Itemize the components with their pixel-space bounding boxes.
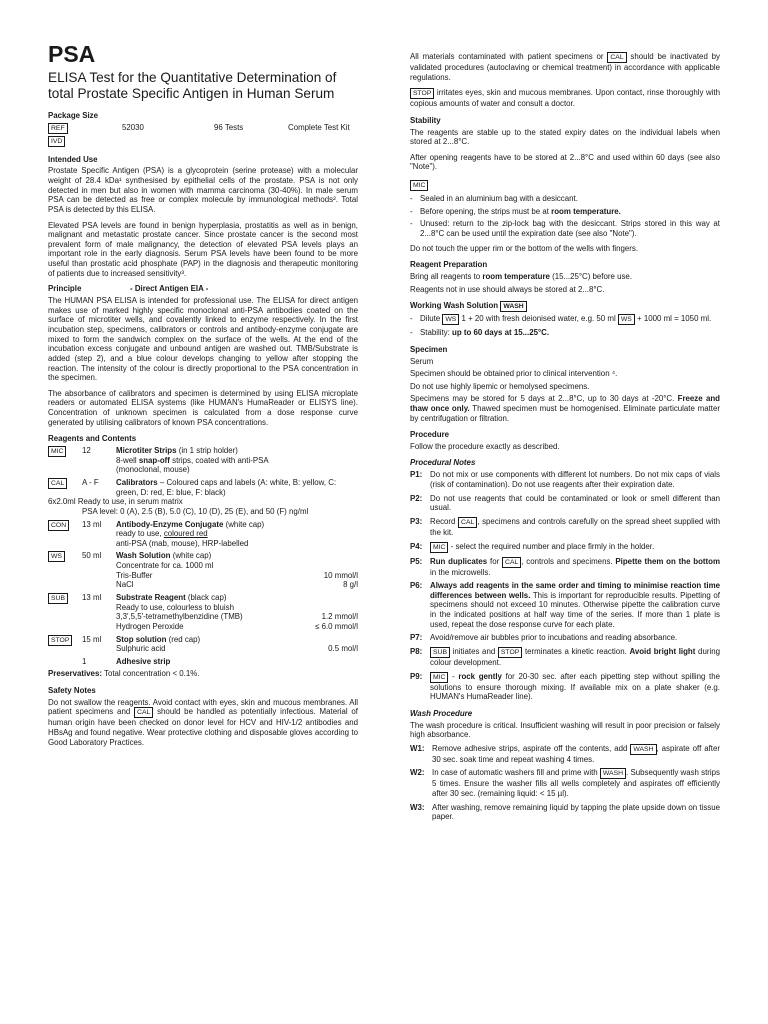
stability-heading: Stability — [410, 115, 441, 125]
specimen-heading: Specimen — [410, 344, 448, 354]
list-item: - Before opening, the strips must be at room temperature. — [410, 206, 621, 216]
principle-p2: The absorbance of calibrators and specimen is determined by using ELISA microplate readers or automated ELISA systems (like HUMAN's HumaReader or ELISYS line). Concentration of unknown specimen is calculated from a dose response curve generated by utilising calibrators of known PSA concentrations. — [48, 388, 358, 427]
doc-subtitle: ELISA Test for the Quantitative Determination of total Prostate Specific Antigen in Human Serum — [48, 70, 337, 102]
safety-p1: Do not swallow the reagents. Avoid contact with eyes, skin and mucous membranes. All patient specimens and CAL should be handled as potentially infectious. Material of human origin have been checked on donor level for HCV and HIV-1/2 antibodies and HBsAg and found negative. Wear protective clothing and disposable gloves according to Good Laboratory Practices. — [48, 697, 359, 747]
procedural-notes-heading: Procedural Notes — [410, 457, 476, 467]
con-symbol: CON — [48, 520, 69, 531]
reagent-cal-2: 6x2.0ml Ready to use, in serum matrix PSA level: 0 (A), 2.5 (B), 5.0 (C), 10 (D), 25 (E), and 50 (F) ng/ml — [48, 497, 309, 516]
stability-p2: After opening reagents have to be stored at 2...8°C and used within 60 days (see also "Note"). — [410, 152, 720, 172]
ref-symbol: REF — [48, 123, 68, 134]
stop-warning-p: STOP irritates eyes, skin and mucous membranes. Upon contact, rinse thoroughly with copious amounts of water and consult a doctor. — [410, 88, 720, 109]
note-p5: P5: Run duplicates for CAL , controls and specimens. Pipette them on the bottom in the microwells. — [410, 556, 721, 577]
mic-notes-list — [410, 194, 720, 239]
specimen-p1: Specimen should be obtained prior to clinical intervention ⁴. — [410, 369, 618, 379]
procedure-p: Follow the procedure exactly as described. — [410, 442, 560, 452]
doc-title: PSA — [48, 41, 96, 67]
reagent-stop: STOP 15 ml Stop solution (red cap) Sulphuric acid 0.5 mol/l — [48, 635, 358, 654]
list-item: - Sealed in an aluminium bag with a desiccant. — [410, 194, 578, 204]
specimen-p0: Serum — [410, 356, 434, 366]
note-p7: P7: Avoid/remove air bubbles prior to incubations and reading absorbance. — [410, 633, 678, 643]
wash-procedure-p: The wash procedure is critical. Insufficient washing will result in poor precision or falsely high absorbance. — [410, 720, 720, 740]
note-p3: P3: Record CAL , specimens and controls carefully on the spread sheet supplied with the kit. — [410, 516, 720, 537]
intended-use-p1: Prostate Specific Antigen (PSA) is a glycoprotein (serine protease) with a molecular weight of 28.4 kDa¹ synthesised by epithelial cells of the prostate. PSA is not only detected in men but also in women with mamma carcinoma (30-40%). In male serum PSA can be detected as free or complex molecule by immunological methods². Total PSA is detected by this ELISA. — [48, 166, 358, 214]
specimen-p2: Do not use highly lipemic or hemolysed specimens. — [410, 381, 590, 391]
note-p1: P1: Do not mix or use components with different lot numbers. Do not mix caps of vials (risk of contamination). Do not use reagents after their expiration date. — [410, 470, 720, 489]
cal-symbol: CAL — [48, 478, 67, 489]
sub-symbol: SUB — [48, 593, 68, 604]
list-item: - Dilute WS 1 + 20 with fresh deionised water, e.g. 50 ml WS + 1000 ml = 1050 ml. — [410, 314, 712, 324]
safety-heading: Safety Notes — [48, 686, 96, 696]
reagent-mic: MIC 12 Microtiter Strips (in 1 strip holder) 8-well snap-off strips, coated with anti-PSA (monoclonal, mouse) — [48, 446, 358, 475]
intended-use-p2: Elevated PSA levels are found in benign hyperplasia, prostatitis as well as in benign, malignant and metastatic prostate cancer. Since prostate cancer is the second most prevalent form of male malignancy, the detection of elevated PSA levels plays an important role in the early diagnosis. Serum PSA levels have been found to be more useful than prostatic acid phosphate (PAP) in the diagnosis and therapeutic monitoring of patients due to increased sensitivity³. — [48, 220, 358, 278]
stability-p1: The reagents are stable up to the stated expiry dates on the individual labels when stored at 2...8°C. — [410, 127, 720, 147]
list-item: - Unused: return to the zip-lock bag with the desiccant. Strips stored in this way at 2...8°C can be used until the expiration date (see also "Note"). — [410, 219, 720, 239]
ws-symbol: WS — [48, 551, 65, 562]
note-p8: P8: SUB initiates and STOP terminates a kinetic reaction. Avoid bright light during colour development. — [410, 646, 720, 667]
left-column — [48, 42, 358, 753]
prep-p2: Reagents not in use should always be stored at 2...8°C. — [410, 284, 605, 294]
intended-use-heading: Intended Use — [48, 154, 98, 164]
note-p6: P6: Always add reagents in the same order and timing to minimise reaction time differences between wells. This is important for reproducible results. Pipetting of specimens should not exceed 10 minutes. Otherwise pipette the calibration curve in the indicated positions at half way time of the series. If more than 1 plate is used, repeat the dose response curve for each plate. — [410, 581, 720, 629]
reagent-sub: SUB 13 ml Substrate Reagent (black cap) Ready to use, colourless to bluish 3,3',5,5'-tetramethylbenzidine (TMB) 1.2 mmol/l Hydrogen Peroxide ≤ 6.0 mmol/l — [48, 593, 358, 632]
test-count: 96 Tests — [214, 122, 244, 132]
reagent-con: CON 13 ml Antibody-Enzyme Conjugate (white cap) ready to use, coloured red anti-PSA (mab, mouse), HRP-labelled — [48, 520, 358, 549]
wash-w3: W3: After washing, remove remaining liquid by tapping the plate upside down on tissue paper. — [410, 802, 720, 822]
wash-procedure-heading: Wash Procedure — [410, 708, 473, 718]
kit-type: Complete Test Kit — [288, 122, 350, 132]
list-item: - Stability: up to 60 days at 15...25°C. — [410, 328, 550, 338]
procedure-heading: Procedure — [410, 430, 450, 440]
wash-w2: W2: In case of automatic washers fill and prime with WASH . Subsequently wash strips 5 times. Ensure the washer fills all wells completely and aspirates off efficiently after 30 sec. (remaining liquid: < 15 µl). — [410, 768, 721, 799]
prep-heading: Reagent Preparation — [410, 260, 488, 270]
specimen-p3: Specimens may be stored for 5 days at 2...8°C, up to 30 days at -20°C. Freeze and thaw once only. Thawed specimen must be homogenised. Eliminate particulate matter by centrifugation or filtration. — [410, 394, 720, 423]
mic-notes-p: Do not touch the upper rim or the bottom of the wells with fingers. — [410, 243, 639, 253]
mic-symbol: MIC — [48, 446, 66, 457]
package-heading: Package Size — [48, 111, 99, 121]
right-column — [410, 52, 720, 826]
reagents-heading: Reagents and Contents — [48, 434, 137, 444]
principle-p1: The HUMAN PSA ELISA is intended for professional use. The ELISA for direct antigen makes use of marked highly specific monoclonal anti-PSA antibodies coated on the surface of microtiter wells, and covalently linked to enzyme respectively. In the first incubation step, specimens, calibrators or controls and antibody-enzyme conjugate are mixed to form the sandwich complex on the surface of the wells. At the end of the incubation excess conjugate and unbound antigen are washed out. TMB/Substrate is added (step 2), and a blue colour develops changing to yellow after stopping the reaction. The intensity of the colour is directly proportional to the PSA concentration in the specimen. — [48, 296, 358, 383]
package-row — [48, 123, 358, 134]
ivd-symbol: IVD — [48, 136, 65, 147]
wash-solution-list — [410, 314, 720, 338]
wash-w1: W1: Remove adhesive strips, aspirate off the contents, add WASH , aspirate off after 30 sec. soak time and repeat washing 4 times. — [410, 743, 720, 764]
ref-number: 52030 — [122, 122, 144, 132]
preservatives: Preservatives: Total concentration < 0.1%. — [48, 669, 200, 679]
note-p4: P4: MIC - select the required number and place firmly in the holder. — [410, 541, 655, 551]
reagent-adhesive: 1 Adhesive strip — [82, 656, 171, 666]
principle-heading: Principle - Direct Antigen EIA - — [48, 284, 209, 294]
mic-symbol-stability: MIC — [410, 180, 428, 191]
reagent-ws: WS 50 ml Wash Solution (white cap) Concentrate for ca. 1000 ml Tris-Buffer 10 mmol/l NaCl 8 g/l — [48, 551, 358, 590]
reagent-cal: CAL A - F Calibrators – Coloured caps and labels (A: white, B: yellow, C: green, D: red, E: blue, F: black) — [48, 478, 358, 497]
wash-solution-heading: Working Wash Solution WASH — [410, 301, 720, 312]
note-p2: P2: Do not use reagents that could be contaminated or look or smell different than usual. — [410, 493, 720, 513]
prep-p1: Bring all reagents to room temperature (15...25°C) before use. — [410, 271, 633, 281]
stop-symbol: STOP — [48, 635, 72, 646]
note-p9: P9: MIC - rock gently for 20-30 sec. after each pipetting step without spilling the solutions to ensure thorough mixing. If available mix on a plate shaker (e.g. HUMAN's HumaReader line). — [410, 671, 720, 702]
contamination-p: All materials contaminated with patient specimens or CAL should be inactivated by validated procedures (autoclaving or chemical treatment) in accordance with applicable regulations. — [410, 52, 720, 82]
